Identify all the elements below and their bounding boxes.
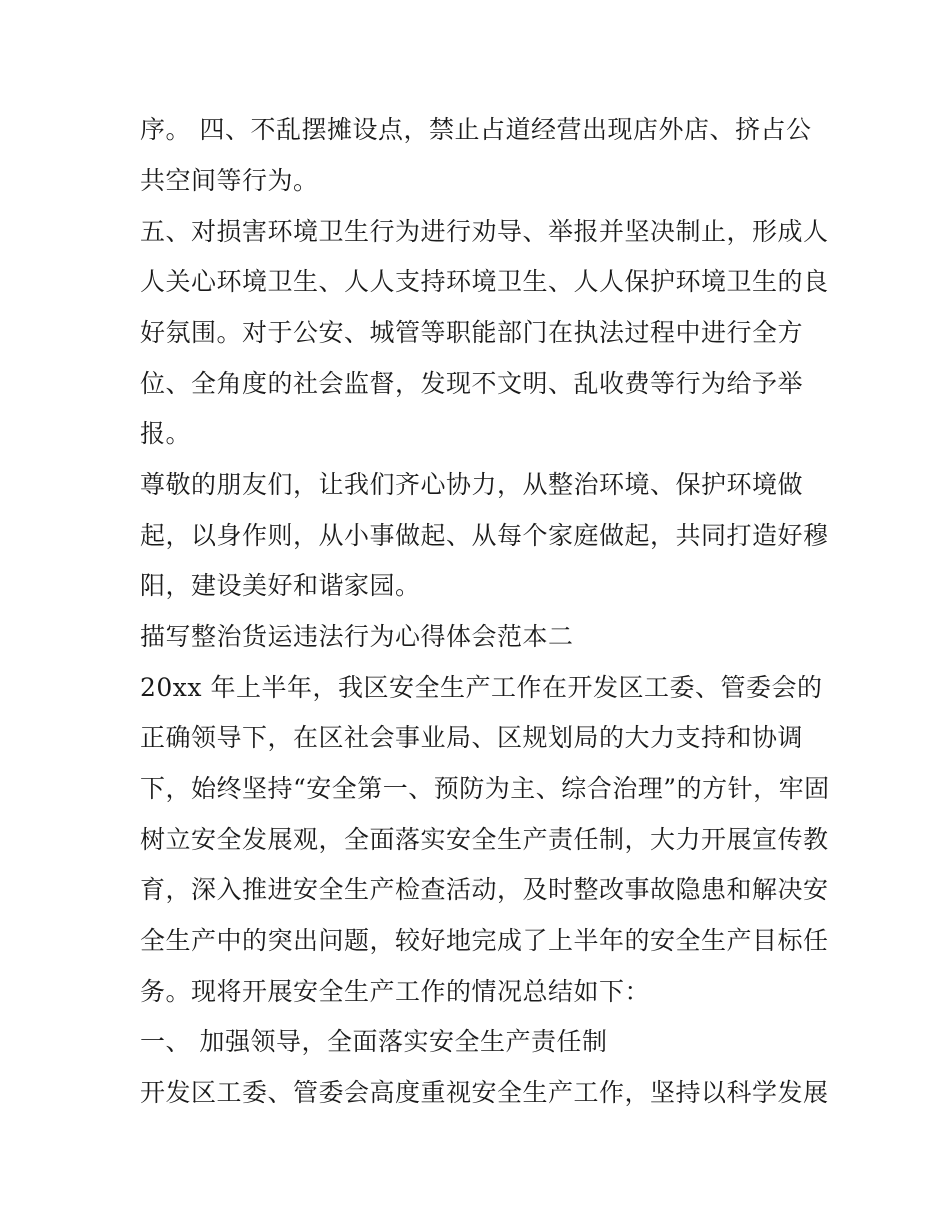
text-line: 报。 [140, 419, 192, 448]
text-line: 下，始终坚持“安全第一、预防为主、综合治理”的方针，牢固 [140, 774, 830, 803]
text-line: 正确领导下，在区社会事业局、区规划局的大力支持和协调 [140, 723, 804, 752]
text-line: 序。 四、不乱摆摊设点，禁止占道经营出现店外店、挤占公 [140, 115, 812, 144]
text-line: 树立安全发展观，全面落实安全生产责任制，大力开展宣传教 [140, 825, 829, 854]
subsection-heading: 一、 加强领导，全面落实安全生产责任制 [140, 1027, 608, 1056]
text-line: 阳，建设美好和谐家园。 [140, 571, 421, 600]
text-line: 务。现将开展安全生产工作的情况总结如下： [140, 977, 651, 1006]
text-line: 五、对损害环境卫生行为进行劝导、举报并坚决制止，形成人 [140, 217, 829, 246]
text-line: 人关心环境卫生、人人支持环境卫生、人人保护环境卫生的良 [140, 267, 829, 296]
text-line: 育，深入推进安全生产检查活动，及时整改事故隐患和解决安 [140, 875, 829, 904]
text-line: 共空间等行为。 [140, 166, 319, 195]
text-line: 全生产中的突出问题，较好地完成了上半年的安全生产目标任 [140, 926, 829, 955]
text-line: 开发区工委、管委会高度重视安全生产工作，坚持以科学发展 [140, 1078, 829, 1107]
text-line: 20xx 年上半年，我区安全生产工作在开发区工委、管委会的 [140, 673, 823, 702]
text-line: 起，以身作则，从小事做起、从每个家庭做起，共同打造好穆 [140, 521, 829, 550]
section-heading: 描写整治货运违法行为心得体会范本二 [140, 622, 574, 651]
text-line: 位、全角度的社会监督，发现不文明、乱收费等行为给予举 [140, 369, 804, 398]
text-line: 好氛围。对于公安、城管等职能部门在执法过程中进行全方 [140, 318, 804, 347]
text-line: 尊敬的朋友们，让我们齐心协力，从整治环境、保护环境做 [140, 470, 804, 499]
